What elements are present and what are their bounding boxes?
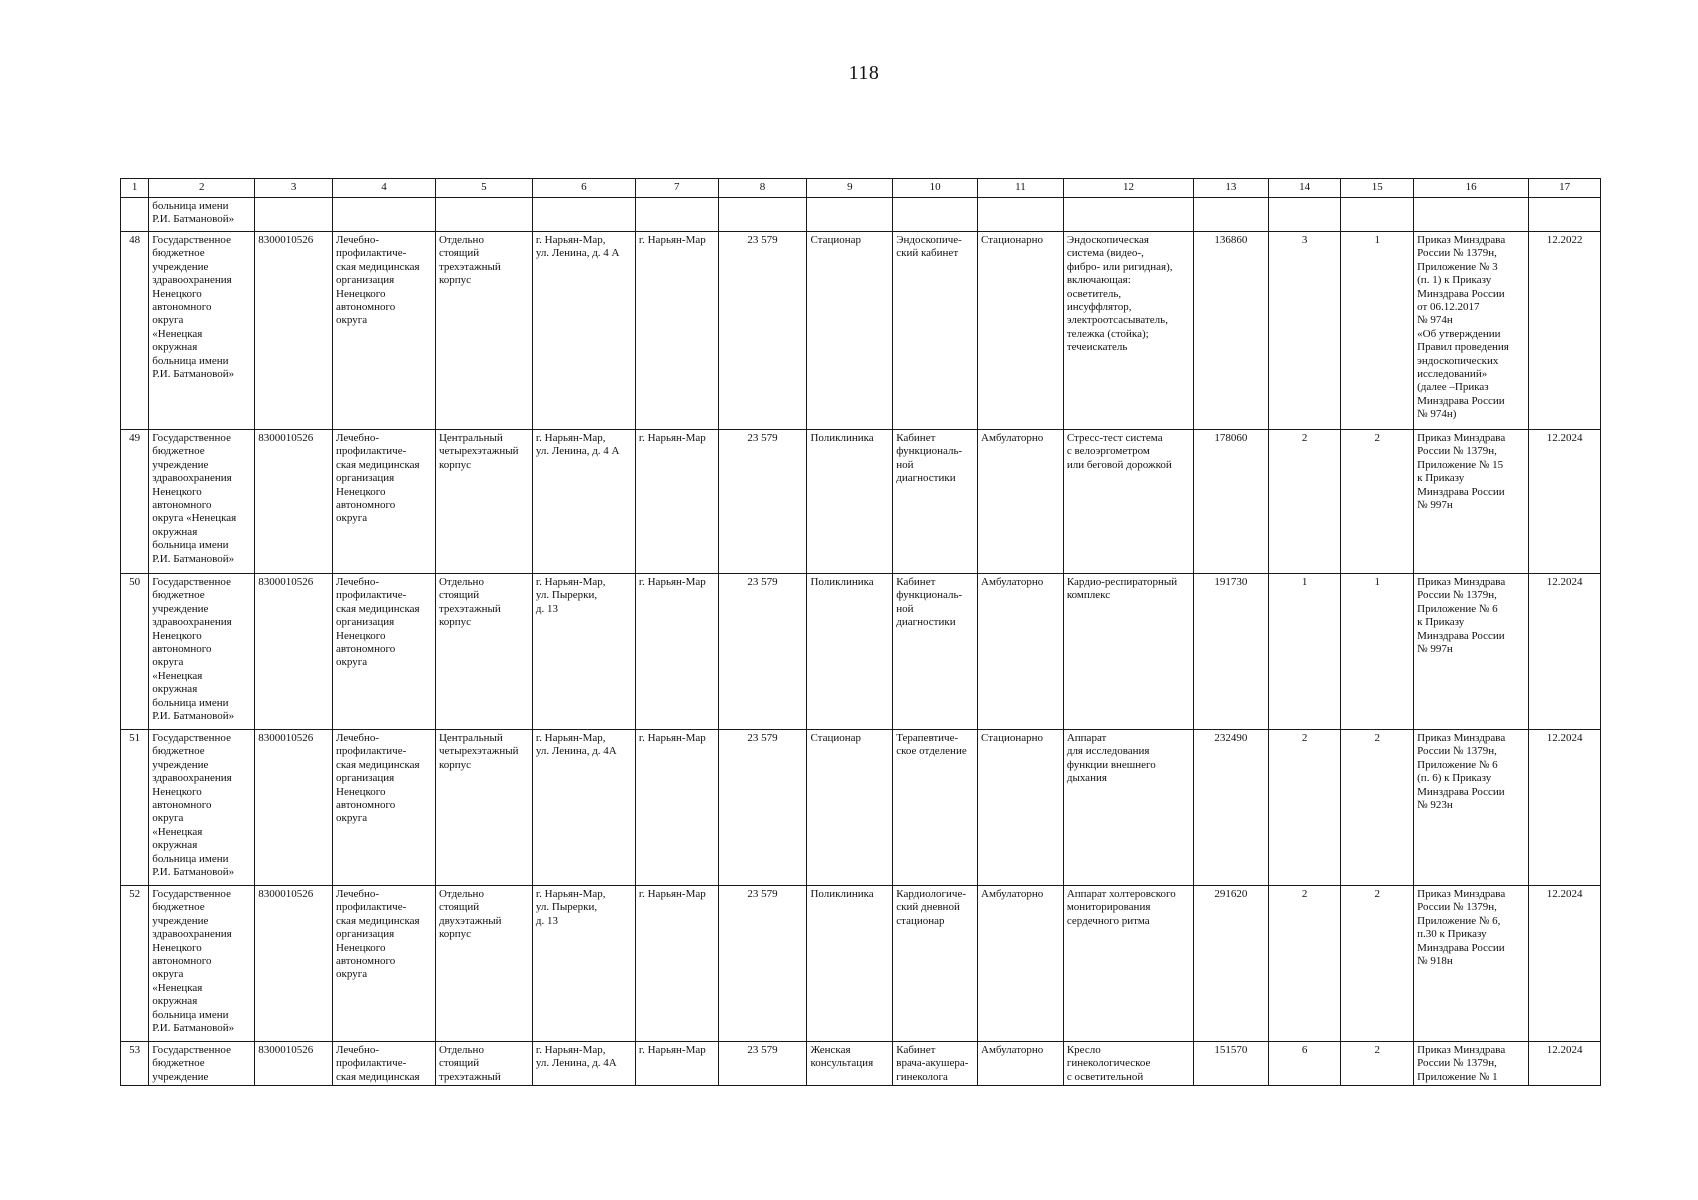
- equipment-cell: [1063, 198, 1193, 232]
- unit-cell: Кабинет функциональ- ной диагностики: [893, 574, 978, 730]
- quantity-required-cell: 2: [1268, 730, 1341, 886]
- department-type-cell: Поликлиника: [807, 430, 893, 574]
- population-cell: 23 579: [718, 574, 807, 730]
- deadline-cell: 12.2022: [1529, 232, 1601, 430]
- unit-cell: Кардиологиче- ский дневной стационар: [893, 886, 978, 1042]
- header-row: [121, 179, 1601, 198]
- column-header-12: 12: [1063, 179, 1193, 198]
- equipment-code-cell: 178060: [1194, 430, 1269, 574]
- column-header-7: 7: [635, 179, 718, 198]
- row-number-cell: 51: [121, 730, 149, 886]
- column-header-8: 8: [718, 179, 807, 198]
- equipment-code-cell: 136860: [1194, 232, 1269, 430]
- organization-type-cell: Лечебно- профилактиче- ская медицинская организация Ненецкого автономного округа: [333, 232, 436, 430]
- building-cell: Отдельно стоящий трехэтажный: [435, 1042, 532, 1086]
- regulation-cell: [1414, 198, 1529, 232]
- inn-cell: 8300010526: [255, 1042, 333, 1086]
- department-type-cell: Стационар: [807, 730, 893, 886]
- quantity-required-cell: 1: [1268, 574, 1341, 730]
- unit-cell: Кабинет функциональ- ной диагностики: [893, 430, 978, 574]
- equipment-code-cell: 232490: [1194, 730, 1269, 886]
- population-cell: 23 579: [718, 886, 807, 1042]
- population-cell: 23 579: [718, 730, 807, 886]
- care-condition-cell: Амбулаторно: [978, 1042, 1064, 1086]
- address-cell: г. Нарьян-Мар, ул. Ленина, д. 4 А: [532, 430, 635, 574]
- quantity-required-cell: 2: [1268, 430, 1341, 574]
- address-cell: г. Нарьян-Мар, ул. Ленина, д. 4 А: [532, 232, 635, 430]
- quantity-planned-cell: 1: [1341, 574, 1414, 730]
- deadline-cell: 12.2024: [1529, 886, 1601, 1042]
- organization-type-cell: [333, 198, 436, 232]
- building-cell: Центральный четырехэтажный корпус: [435, 430, 532, 574]
- column-header-17: 17: [1529, 179, 1601, 198]
- institution-name-cell: Государственное бюджетное учреждение здравоохранения Ненецкого автономного округа «Ненецкая окружная больница имени Р.И. Батмановой»: [149, 232, 255, 430]
- equipment-cell: Аппарат для исследования функции внешнего дыхания: [1063, 730, 1193, 886]
- institution-name-cell: Государственное бюджетное учреждение здравоохранения Ненецкого автономного округа «Ненецкая окружная больница имени Р.И. Батмановой»: [149, 730, 255, 886]
- department-type-cell: Поликлиника: [807, 886, 893, 1042]
- locality-cell: г. Нарьян-Мар: [635, 886, 718, 1042]
- unit-cell: [893, 198, 978, 232]
- institution-name-cell: Государственное бюджетное учреждение здравоохранения Ненецкого автономного округа «Ненецкая окружная больница имени Р.И. Батмановой»: [149, 574, 255, 730]
- quantity-required-cell: 6: [1268, 1042, 1341, 1086]
- department-type-cell: Поликлиника: [807, 574, 893, 730]
- population-cell: 23 579: [718, 1042, 807, 1086]
- address-cell: г. Нарьян-Мар, ул. Пырерки, д. 13: [532, 886, 635, 1042]
- care-condition-cell: Амбулаторно: [978, 886, 1064, 1042]
- quantity-required-cell: [1268, 198, 1341, 232]
- inn-cell: 8300010526: [255, 430, 333, 574]
- equipment-cell: Эндоскопическая система (видео-, фибро- или ригидная), включающая: осветитель, инсуффлятор, электроотсасыватель, тележка (стойка); течеискатель: [1063, 232, 1193, 430]
- deadline-cell: 12.2024: [1529, 1042, 1601, 1086]
- quantity-planned-cell: [1341, 198, 1414, 232]
- institution-name-cell: Государственное бюджетное учреждение здравоохранения Ненецкого автономного округа «Ненецкая окружная больница имени Р.И. Батмановой»: [149, 430, 255, 574]
- table-row: [121, 1042, 1601, 1086]
- equipment-code-cell: [1194, 198, 1269, 232]
- quantity-planned-cell: 1: [1341, 232, 1414, 430]
- column-header-13: 13: [1194, 179, 1269, 198]
- equipment-cell: Кардио-респираторный комплекс: [1063, 574, 1193, 730]
- column-header-16: 16: [1414, 179, 1529, 198]
- care-condition-cell: [978, 198, 1064, 232]
- equipment-cell: Кресло гинекологическое с осветительной: [1063, 1042, 1193, 1086]
- column-header-4: 4: [333, 179, 436, 198]
- care-condition-cell: Стационарно: [978, 730, 1064, 886]
- deadline-cell: 12.2024: [1529, 430, 1601, 574]
- regulation-cell: Приказ Минздрава России № 1379н, Приложение № 6, п.30 к Приказу Минздрава России № 918н: [1414, 886, 1529, 1042]
- care-condition-cell: Амбулаторно: [978, 430, 1064, 574]
- inn-cell: [255, 198, 333, 232]
- column-header-5: 5: [435, 179, 532, 198]
- column-header-6: 6: [532, 179, 635, 198]
- institution-name-cell: больница имени Р.И. Батмановой»: [149, 198, 255, 232]
- quantity-planned-cell: 2: [1341, 730, 1414, 886]
- column-header-15: 15: [1341, 179, 1414, 198]
- locality-cell: г. Нарьян-Мар: [635, 232, 718, 430]
- address-cell: г. Нарьян-Мар, ул. Ленина, д. 4А: [532, 1042, 635, 1086]
- department-type-cell: Стационар: [807, 232, 893, 430]
- institution-name-cell: Государственное бюджетное учреждение здравоохранения Ненецкого автономного округа «Ненецкая окружная больница имени Р.И. Батмановой»: [149, 886, 255, 1042]
- regulation-cell: Приказ Минздрава России № 1379н, Приложение № 3 (п. 1) к Приказу Минздрава России от 06.12.2017 № 974н «Об утверждении Правил проведения эндоскопических исследований» (далее –Приказ Минздрава России № 974н): [1414, 232, 1529, 430]
- table-row: [121, 430, 1601, 574]
- institution-name-cell: Государственное бюджетное учреждение: [149, 1042, 255, 1086]
- row-number-cell: 52: [121, 886, 149, 1042]
- care-condition-cell: Стационарно: [978, 232, 1064, 430]
- building-cell: Отдельно стоящий двухэтажный корпус: [435, 886, 532, 1042]
- unit-cell: Терапевтиче- ское отделение: [893, 730, 978, 886]
- quantity-planned-cell: 2: [1341, 430, 1414, 574]
- table-row: [121, 232, 1601, 430]
- population-cell: [718, 198, 807, 232]
- table-row: [121, 574, 1601, 730]
- inn-cell: 8300010526: [255, 730, 333, 886]
- quantity-required-cell: 2: [1268, 886, 1341, 1042]
- regulation-cell: Приказ Минздрава России № 1379н, Приложение № 6 к Приказу Минздрава России № 997н: [1414, 574, 1529, 730]
- table-row: [121, 886, 1601, 1042]
- table-body: [121, 198, 1601, 1086]
- column-header-1: 1: [121, 179, 149, 198]
- building-cell: Отдельно стоящий трехэтажный корпус: [435, 574, 532, 730]
- table-header: [121, 179, 1601, 198]
- unit-cell: Кабинет врача-акушера- гинеколога: [893, 1042, 978, 1086]
- row-number-cell: 50: [121, 574, 149, 730]
- organization-type-cell: Лечебно- профилактиче- ская медицинская организация Ненецкого автономного округа: [333, 886, 436, 1042]
- address-cell: г. Нарьян-Мар, ул. Пырерки, д. 13: [532, 574, 635, 730]
- column-header-10: 10: [893, 179, 978, 198]
- regulation-cell: Приказ Минздрава России № 1379н, Приложение № 1: [1414, 1042, 1529, 1086]
- column-header-9: 9: [807, 179, 893, 198]
- deadline-cell: [1529, 198, 1601, 232]
- department-type-cell: [807, 198, 893, 232]
- regulation-cell: Приказ Минздрава России № 1379н, Приложение № 15 к Приказу Минздрава России № 997н: [1414, 430, 1529, 574]
- building-cell: [435, 198, 532, 232]
- population-cell: 23 579: [718, 232, 807, 430]
- organization-type-cell: Лечебно- профилактиче- ская медицинская организация Ненецкого автономного округа: [333, 574, 436, 730]
- organization-type-cell: Лечебно- профилактиче- ская медицинская: [333, 1042, 436, 1086]
- address-cell: [532, 198, 635, 232]
- locality-cell: г. Нарьян-Мар: [635, 430, 718, 574]
- address-cell: г. Нарьян-Мар, ул. Ленина, д. 4А: [532, 730, 635, 886]
- deadline-cell: 12.2024: [1529, 574, 1601, 730]
- care-condition-cell: Амбулаторно: [978, 574, 1064, 730]
- inn-cell: 8300010526: [255, 232, 333, 430]
- inn-cell: 8300010526: [255, 886, 333, 1042]
- column-header-3: 3: [255, 179, 333, 198]
- organization-type-cell: Лечебно- профилактиче- ская медицинская организация Ненецкого автономного округа: [333, 730, 436, 886]
- population-cell: 23 579: [718, 430, 807, 574]
- regulation-cell: Приказ Минздрава России № 1379н, Приложение № 6 (п. 6) к Приказу Минздрава России № 923н: [1414, 730, 1529, 886]
- unit-cell: Эндоскопиче- ский кабинет: [893, 232, 978, 430]
- equipment-code-cell: 151570: [1194, 1042, 1269, 1086]
- locality-cell: [635, 198, 718, 232]
- department-type-cell: Женская консультация: [807, 1042, 893, 1086]
- equipment-cell: Стресс-тест система с велоэргометром или беговой дорожкой: [1063, 430, 1193, 574]
- building-cell: Центральный четырехэтажный корпус: [435, 730, 532, 886]
- deadline-cell: 12.2024: [1529, 730, 1601, 886]
- page-number: 118: [848, 62, 880, 84]
- locality-cell: г. Нарьян-Мар: [635, 574, 718, 730]
- quantity-planned-cell: 2: [1341, 1042, 1414, 1086]
- inn-cell: 8300010526: [255, 574, 333, 730]
- row-number-cell: [121, 198, 149, 232]
- column-header-11: 11: [978, 179, 1064, 198]
- equipment-code-cell: 291620: [1194, 886, 1269, 1042]
- row-number-cell: 49: [121, 430, 149, 574]
- column-header-2: 2: [149, 179, 255, 198]
- equipment-cell: Аппарат холтеровского мониторирования сердечного ритма: [1063, 886, 1193, 1042]
- table-row-continuation: [121, 198, 1601, 232]
- table-row: [121, 730, 1601, 886]
- equipment-registry-table: [120, 178, 1601, 1086]
- locality-cell: г. Нарьян-Мар: [635, 730, 718, 886]
- locality-cell: г. Нарьян-Мар: [635, 1042, 718, 1086]
- quantity-planned-cell: 2: [1341, 886, 1414, 1042]
- quantity-required-cell: 3: [1268, 232, 1341, 430]
- equipment-code-cell: 191730: [1194, 574, 1269, 730]
- building-cell: Отдельно стоящий трехэтажный корпус: [435, 232, 532, 430]
- row-number-cell: 48: [121, 232, 149, 430]
- column-header-14: 14: [1268, 179, 1341, 198]
- row-number-cell: 53: [121, 1042, 149, 1086]
- organization-type-cell: Лечебно- профилактиче- ская медицинская организация Ненецкого автономного округа: [333, 430, 436, 574]
